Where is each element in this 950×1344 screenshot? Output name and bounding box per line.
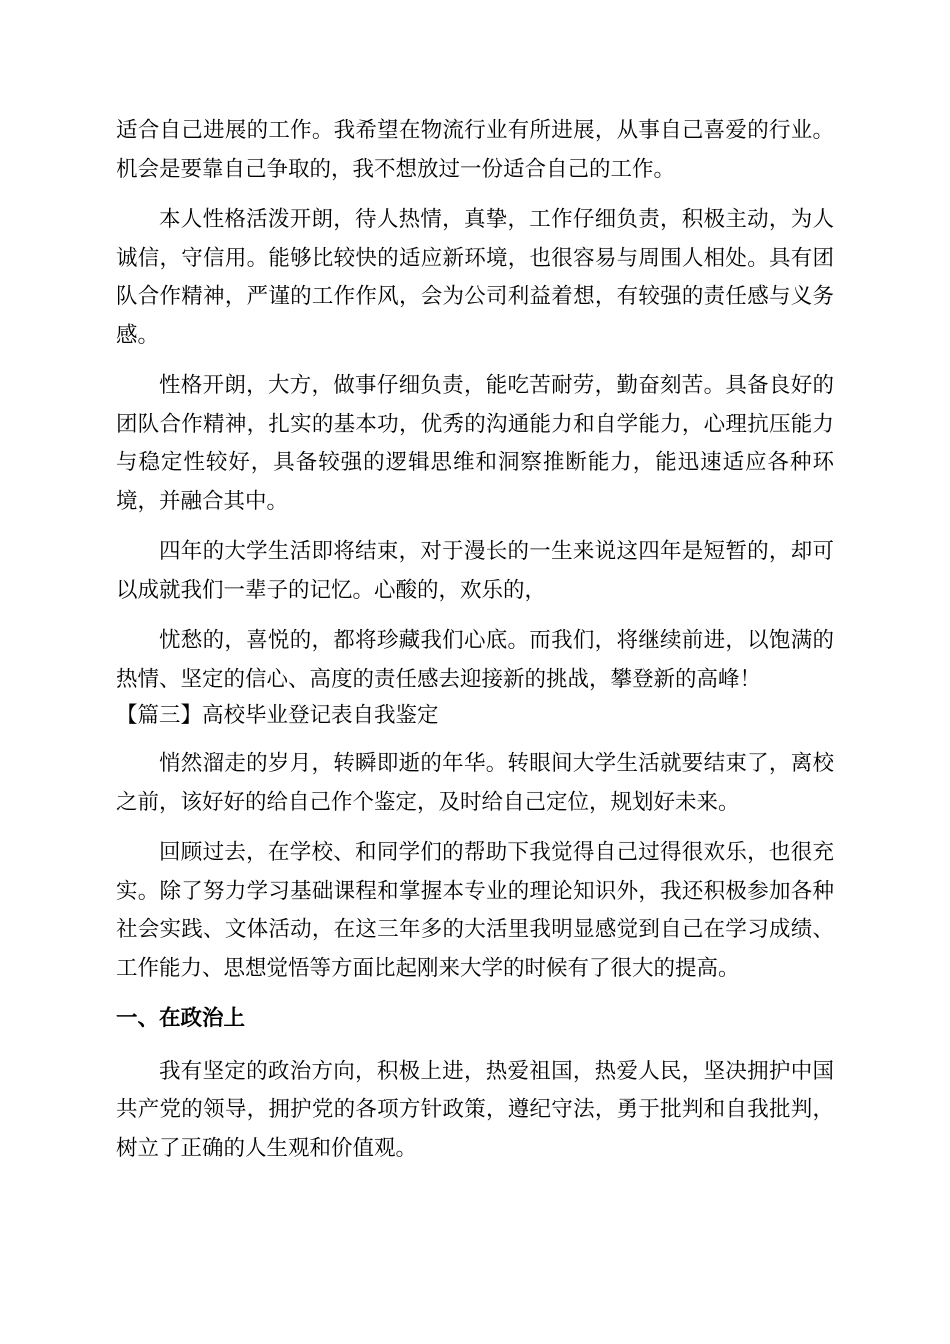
paragraph-politics: 我有坚定的政治方向，积极上进，热爱祖国，热爱人民，坚决拥护中国共产党的领导，拥护党的各项方针政策，遵纪守法，勇于批判和自我批判，树立了正确的人生观和价值观。 xyxy=(116,1058,834,1161)
paragraph-years-passing: 悄然溜走的岁月，转瞬即逝的年华。转眼间大学生活就要结束了，离校之前，该好好的给自己作个鉴定，及时给自己定位，规划好未来。 xyxy=(116,751,834,815)
paragraph-personality: 本人性格活泼开朗，待人热情，真挚，工作仔细负责，积极主动，为人诚信，守信用。能够比较快的适应新环境，也很容易与周围人相处。具有团队合作精神，严谨的工作作风，会为公司利益着想，有较强的责任感与义务感。 xyxy=(116,207,834,348)
section-title: 【篇三】高校毕业登记表自我鉴定 xyxy=(116,703,439,728)
paragraph-continued: 适合自己进展的工作。我希望在物流行业有所进展，从事自己喜爱的行业。机会是要靠自己争取的，我不想放过一份适合自己的工作。 xyxy=(116,118,834,182)
paragraph-university-life: 四年的大学生活即将结束，对于漫长的一生来说这四年是短暂的，却可以成就我们一辈子的记忆。心酸的，欢乐的， xyxy=(116,539,834,603)
heading-politics: 一、在政治上 xyxy=(116,1006,246,1031)
paragraph-review: 回顾过去，在学校、和同学们的帮助下我觉得自己过得很欢乐，也很充实。除了努力学习基础课程和掌握本专业的理论知识外，我还积极参加各种社会实践、文体活动，在这三年多的大活里我明显感觉到自己在学习成绩、工作能力、思想觉悟等方面比起刚来大学的时候有了很大的提高。 xyxy=(116,840,834,981)
paragraph-character: 性格开朗，大方，做事仔细负责，能吃苦耐劳，勤奋刻苦。具备良好的团队合作精神，扎实的基本功，优秀的沟通能力和自学能力，心理抗压能力与稳定性较好，具备较强的逻辑思维和洞察推断能力，能迅速适应各种环境，并融合其中。 xyxy=(116,373,834,514)
paragraph-moving-forward: 忧愁的，喜悦的，都将珍藏我们心底。而我们，将继续前进，以饱满的热情、坚定的信心、高度的责任感去迎接新的挑战，攀登新的高峰！ xyxy=(116,628,834,692)
document-body xyxy=(116,112,834,1180)
